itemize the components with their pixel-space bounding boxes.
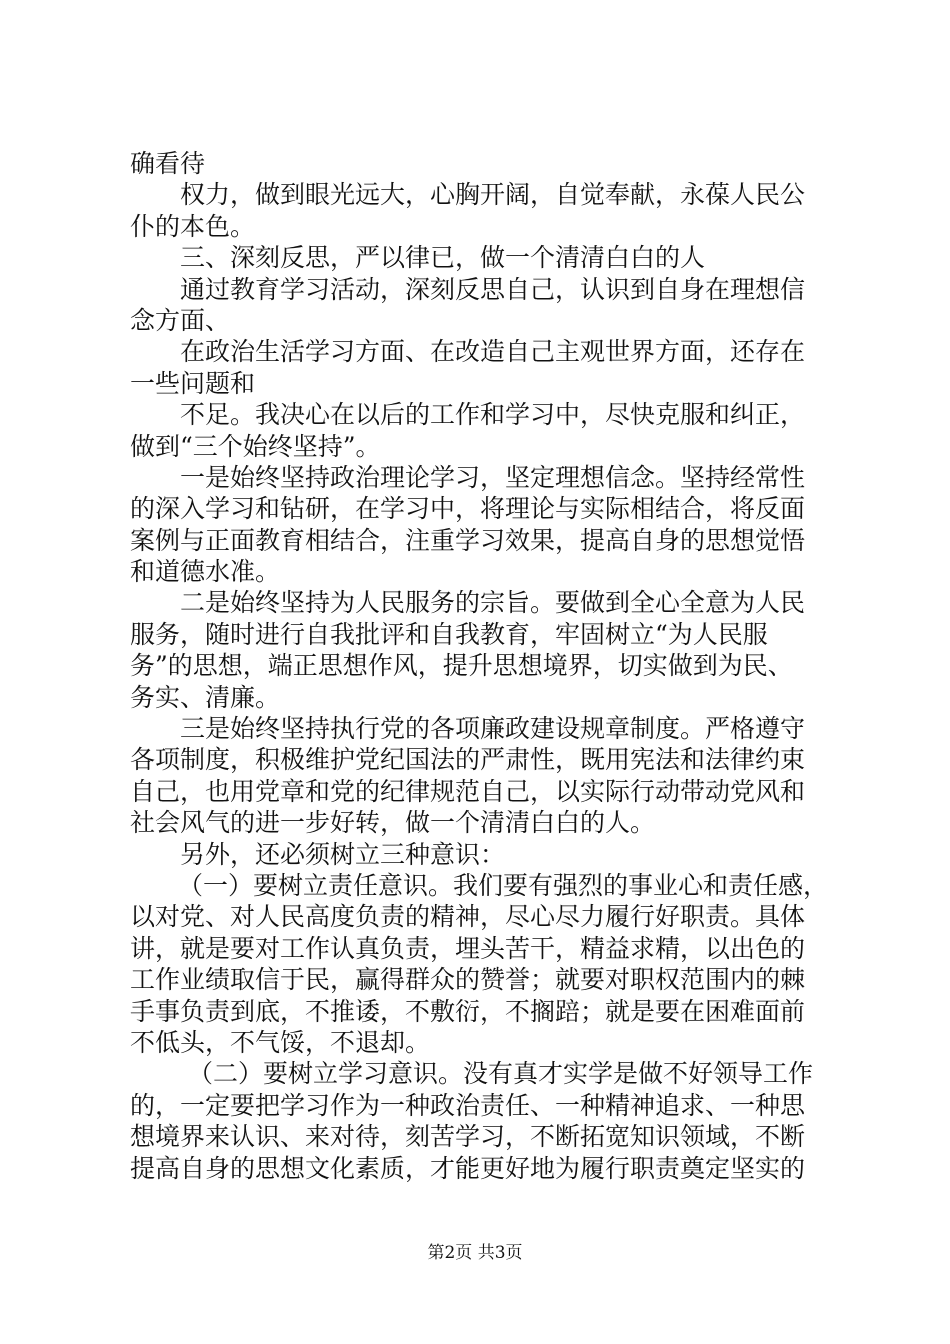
text-line: 仆的本色。 (130, 211, 256, 241)
text-line: 一些问题和 (130, 368, 256, 398)
text-line: 一是始终坚持政治理论学习，坚定理想信念。坚持经常性 (180, 462, 806, 492)
page-indicator: 第2页 共3页 (427, 1243, 523, 1263)
text-line: 服务，随时进行自我批评和自我教育，牢固树立“为人民服 (130, 619, 768, 649)
text-line: 自己，也用党章和党的纪律规范自己，以实际行动带动党风和 (130, 776, 806, 806)
text-line: 各项制度，积极维护党纪国法的严肃性，既用宪法和法律约束 (130, 745, 806, 775)
text-line: 务”的思想，端正思想作风，提升思想境界，切实做到为民、 (130, 651, 793, 681)
text-line: 确看待 (130, 149, 206, 178)
text-line: 讲，就是要对工作认真负责，埋头苦干，精益求精，以出色的 (130, 933, 806, 963)
text-line: （一）要树立责任意识。我们要有强烈的事业心和责任感， (178, 870, 829, 900)
text-line: 的深入学习和钻研，在学习中，将理论与实际相结合，将反面 (130, 494, 806, 524)
text-line: 二是始终坚持为人民服务的宗旨。要做到全心全意为人民 (180, 588, 806, 618)
text-line: （二）要树立学习意识。没有真才实学是做不好领导工作 (188, 1059, 814, 1089)
text-line: 想境界来认识、来对待，刻苦学习，不断拓宽知识领域，不断 (130, 1122, 806, 1152)
section-heading: 三、深刻反思，严以律已，做一个清清白白的人 (180, 243, 706, 273)
text-line: 和道德水准。 (130, 557, 281, 587)
document-body (130, 148, 830, 1184)
text-line: 务实、清廉。 (130, 682, 281, 712)
text-line: 提高自身的思想文化素质，才能更好地为履行职责奠定坚实的 (130, 1153, 806, 1183)
text-line: 以对党、对人民高度负责的精神，尽心尽力履行好职责。具体 (130, 902, 806, 932)
text-line: 另外，还必须树立三种意识： (180, 839, 506, 869)
text-line: 权力，做到眼光远大，心胸开阔，自觉奉献，永葆人民公 (180, 180, 806, 210)
text-line: 通过教育学习活动，深刻反思自己，认识到自身在理想信 (180, 274, 806, 304)
text-line: 的，一定要把学习作为一种政治责任、一种精神追求、一种思 (130, 1090, 806, 1120)
text-line: 不低头，不气馁，不退却。 (130, 1027, 431, 1057)
text-line: 做到“三个始终坚持”。 (130, 431, 381, 461)
text-line: 不足。我决心在以后的工作和学习中，尽快克服和纠正， (180, 400, 806, 430)
text-line: 在政治生活学习方面、在改造自己主观世界方面，还存在 (180, 337, 806, 367)
text-line: 三是始终坚持执行党的各项廉政建设规章制度。严格遵守 (180, 714, 806, 744)
text-line: 社会风气的进一步好转，做一个清清白白的人。 (130, 808, 656, 838)
text-line: 案例与正面教育相结合，注重学习效果，提高自身的思想觉悟 (130, 525, 806, 555)
text-line: 念方面、 (130, 305, 231, 335)
text-line: 工作业绩取信于民，赢得群众的赞誉；就要对职权范围内的棘 (130, 965, 806, 995)
text-line: 手事负责到底，不推诿，不敷衍，不搁踣；就是要在困难面前 (130, 996, 806, 1026)
